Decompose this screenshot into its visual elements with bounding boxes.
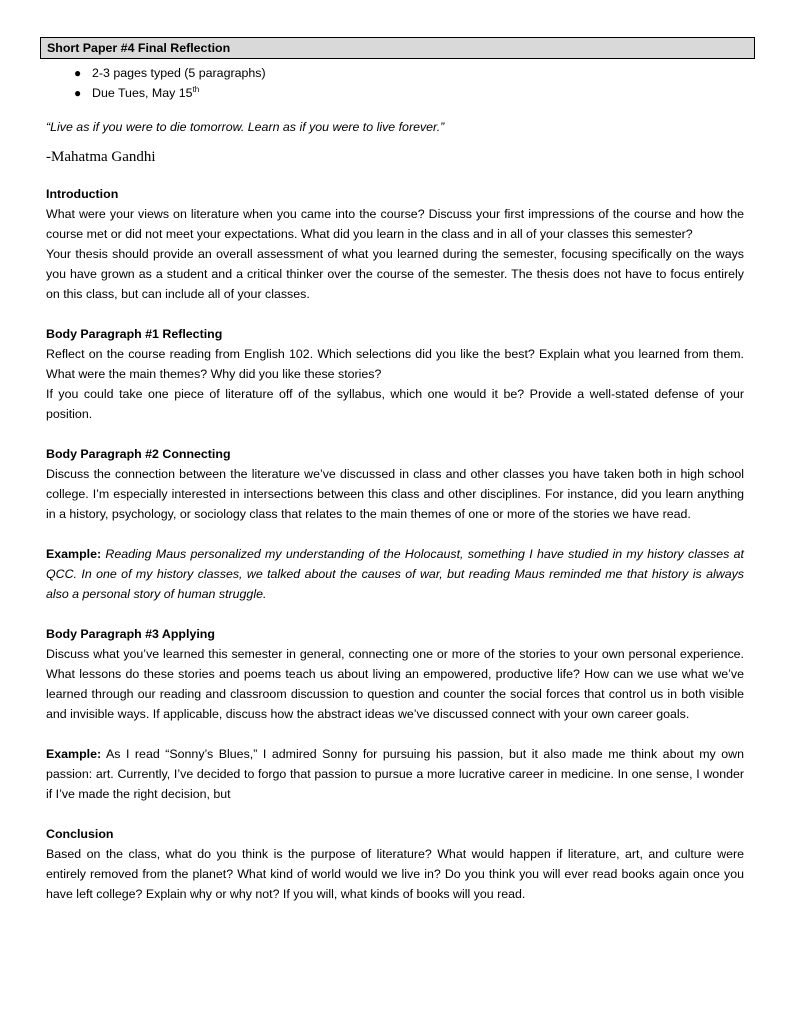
example-text: As I read “Sonny’s Blues,” I admired Sonny for pursuing his passion, but it also made me think about my own passion: art. Currently, I’ve decided to forgo that passion to pursue a more lucrative career in medicine. In one sense, I wonder if I’ve made the right decision, but (46, 747, 745, 801)
bullet-icon: ● (74, 66, 82, 80)
example-paragraph (46, 544, 744, 604)
paragraph: If you could take one piece of literature off of the syllabus, which one would it be? Provide a well-stated defense of your position. (46, 387, 744, 421)
paragraph: Reflect on the course reading from English 102. Which selections did you like the best? Explain what you learned from them. What were the main themes? Why did you like these stories? (46, 347, 744, 381)
requirement-pages: 2-3 pages typed (5 paragraphs) (92, 66, 266, 80)
section-heading: Introduction (46, 187, 119, 201)
body-paragraph-3-section (46, 624, 744, 804)
paragraph: Discuss what you’ve learned this semester in general, connecting one or more of the stories to your own personal experience. What lessons do these stories and poems teach us about living an empowered, productive life? How can we use what we’ve learned through our reading and classroom discussion to question and counter the social forces that control us in both visible and invisible ways. If applicable, discuss how the abstract ideas we’ve discussed connect with your own career goals. (46, 647, 744, 721)
example-text: Reading Maus personalized my understanding of the Holocaust, something I have studied in my history classes at QCC. In one of my history classes, we talked about the causes of war, but reading Maus reminded me that history is always also a personal story of human struggle. (46, 547, 744, 601)
section-heading: Body Paragraph #3 Applying (46, 627, 215, 641)
requirements-list (40, 63, 753, 103)
paragraph: What were your views on literature when you came into the course? Discuss your first impressions of the course and how the course met or did not meet your expectations. What did you learn in the class and in all of your classes this semester? (46, 207, 744, 241)
document-title: Short Paper #4 Final Reflection (40, 37, 755, 59)
section-heading: Body Paragraph #1 Reflecting (46, 327, 223, 341)
document-page (40, 37, 753, 904)
bullet-icon: ● (74, 86, 82, 100)
example-paragraph (46, 744, 744, 804)
section-heading: Body Paragraph #2 Connecting (46, 447, 231, 461)
conclusion-section (46, 824, 744, 904)
section-heading: Conclusion (46, 827, 114, 841)
paragraph: Discuss the connection between the literature we’ve discussed in class and other classes you have taken both in high school college. I’m especially interested in intersections between this class and other disciplines. For instance, did you learn anything in a history, psychology, or sociology class that relates to the main themes of one or more of the stories we have read. (46, 467, 744, 521)
introduction-section (46, 184, 744, 304)
paragraph: Your thesis should provide an overall assessment of what you learned during the semester, focusing specifically on the ways you have grown as a student and a critical thinker over the course of the semester. The thesis does not have to focus entirely on this class, but can include all of your classes. (46, 247, 744, 301)
requirement-due-date: Due Tues, May 15 (92, 86, 193, 100)
epigraph-quote: “Live as if you were to die tomorrow. Learn as if you were to live forever.” (46, 120, 445, 134)
date-superscript: th (192, 84, 200, 94)
paragraph: Based on the class, what do you think is the purpose of literature? What would happen if literature, art, and culture were entirely removed from the planet? What kind of world would we live in? Do you think you will ever read books again once you have left college? Explain why or why not? If you will, what kinds of books will you read. (46, 847, 744, 901)
epigraph-author: -Mahatma Gandhi (46, 149, 156, 165)
example-label: Example: (46, 547, 102, 561)
example-label: Example: (46, 747, 102, 761)
body-paragraph-1-section (46, 324, 744, 424)
list-item (40, 83, 753, 103)
body-paragraph-2-section (46, 444, 744, 604)
list-item (40, 63, 753, 83)
